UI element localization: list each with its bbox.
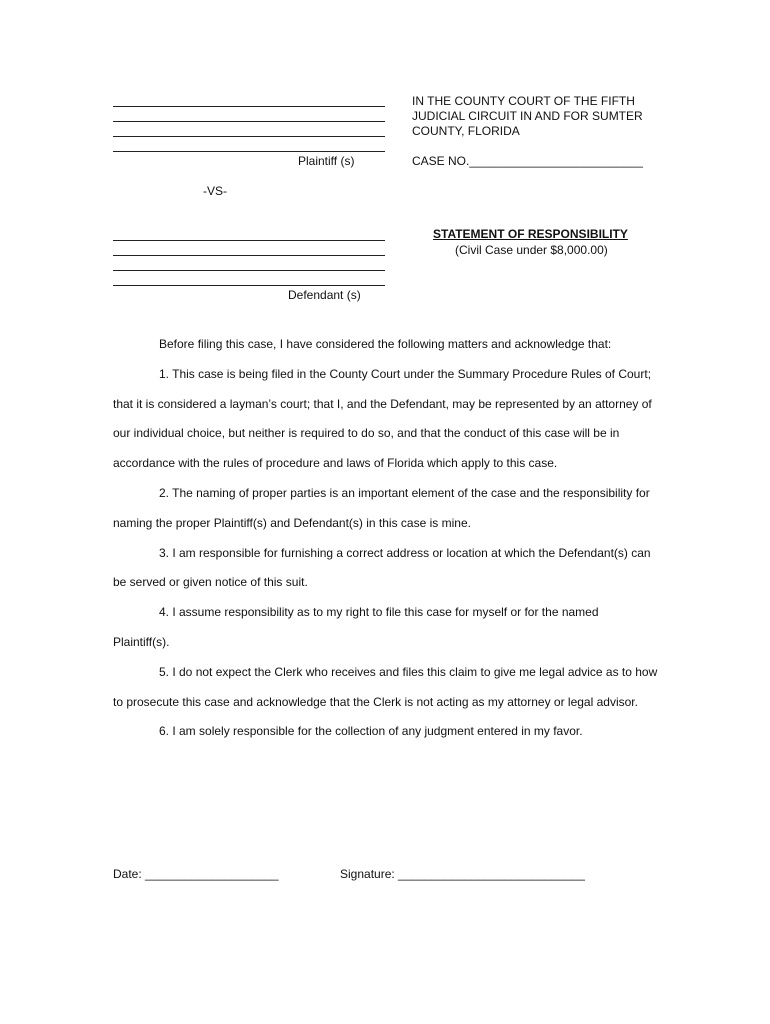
date-field: Date: ____________________ — [113, 867, 279, 881]
item-6: 6. I am solely responsible for the collection of any judgment entered in my favor. — [159, 724, 583, 739]
plaintiff-line-1 — [113, 106, 385, 107]
defendant-line-2 — [113, 255, 385, 256]
item-3: 3. I am responsible for furnishing a correct address or location at which the Defendant(s) can be served or given notice of this suit. — [113, 545, 651, 590]
defendant-line-1 — [113, 240, 385, 241]
signature-field: Signature: ____________________________ — [340, 867, 585, 881]
plaintiff-line-2 — [113, 121, 385, 122]
document-subtitle: (Civil Case under $8,000.00) — [455, 243, 608, 257]
item-5: 5. I do not expect the Clerk who receives and files this claim to give me legal advice as to how to prosecute this case and acknowledge that the Clerk is not acting as my attorney or legal advisor. — [113, 664, 658, 709]
case-number-field: CASE NO.__________________________ — [412, 154, 643, 168]
versus-label: -VS- — [203, 184, 227, 198]
court-line-1: IN THE COUNTY COURT OF THE FIFTH — [412, 94, 635, 108]
defendant-line-4 — [113, 285, 385, 286]
item-4: 4. I assume responsibility as to my right to file this case for myself or for the named Plaintiff(s). — [113, 605, 599, 649]
document-body — [113, 330, 658, 747]
document-title: STATEMENT OF RESPONSIBILITY — [433, 227, 628, 241]
defendant-label: Defendant (s) — [288, 288, 361, 302]
plaintiff-label: Plaintiff (s) — [298, 154, 355, 168]
plaintiff-line-4 — [113, 151, 385, 152]
defendant-line-3 — [113, 270, 385, 271]
item-1: 1. This case is being filed in the County Court under the Summary Procedure Rules of Court; that it is considered a layman’s court; that I, and the Defendant, may be represented by an attorney of our individual choice, but neither is required to do so, and that the conduct of this case will be in accordance with the rules of procedure and laws of Florida which apply to this case. — [113, 366, 652, 471]
intro-paragraph: Before filing this case, I have considered the following matters and acknowledge that: — [159, 337, 612, 351]
plaintiff-line-3 — [113, 136, 385, 137]
court-line-2: JUDICIAL CIRCUIT IN AND FOR SUMTER — [412, 109, 643, 123]
court-line-3: COUNTY, FLORIDA — [412, 124, 520, 138]
item-2: 2. The naming of proper parties is an important element of the case and the responsibility for naming the proper Plaintiff(s) and Defendant(s) in this case is mine. — [113, 485, 650, 530]
